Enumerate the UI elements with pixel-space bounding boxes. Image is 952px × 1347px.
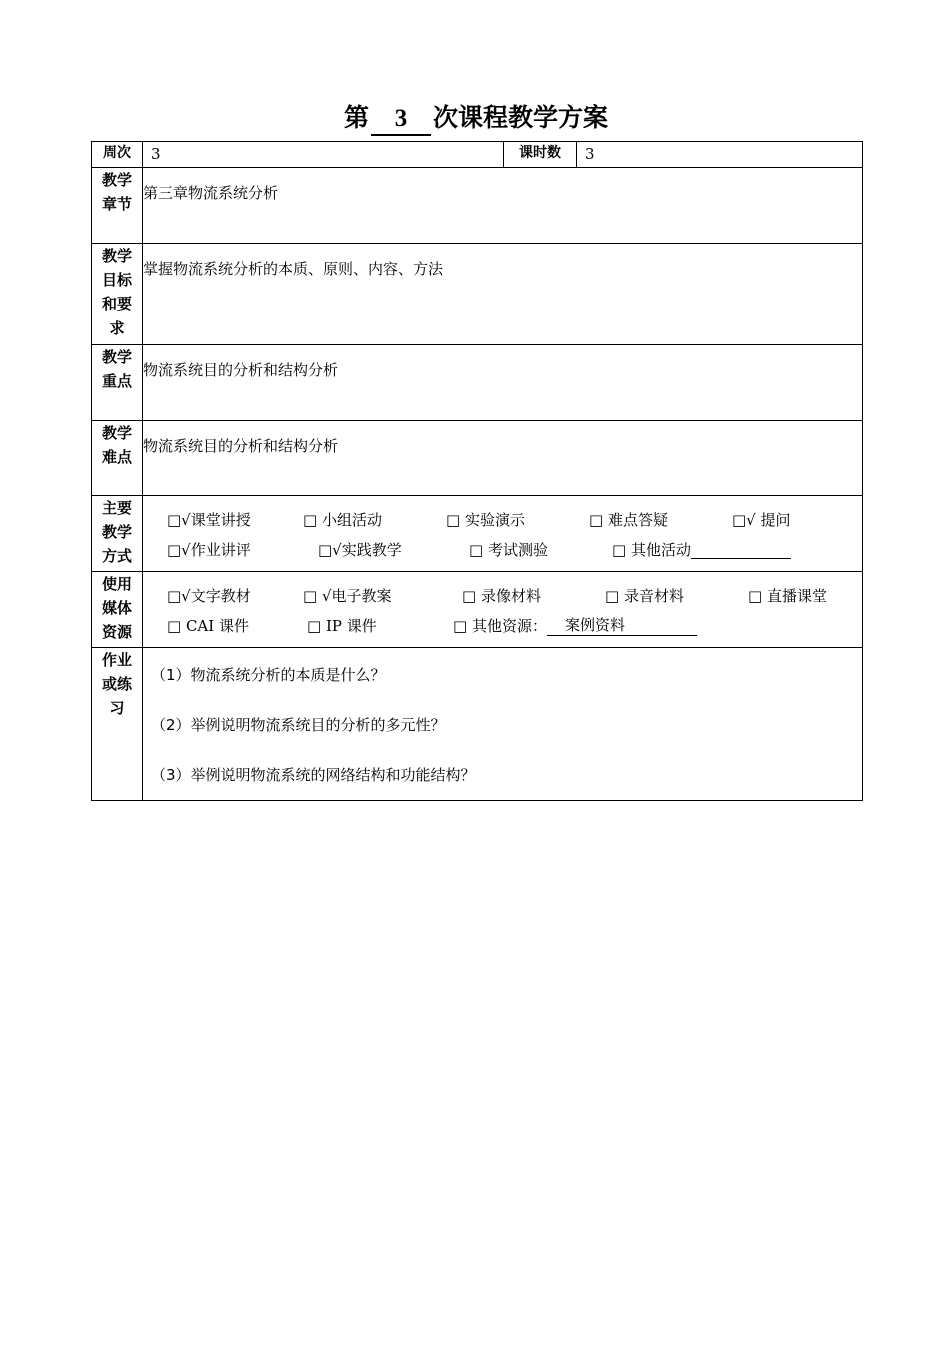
key-points-row — [92, 345, 863, 421]
key-points-label: 教学重点 — [92, 345, 143, 421]
method-homework-review-checkbox[interactable]: □√作业讲评 — [167, 540, 251, 559]
homework-label: 作业或练习 — [92, 648, 143, 801]
teaching-methods-row — [92, 496, 863, 572]
media-e-lesson-plan-checkbox[interactable]: □ √电子教案 — [303, 586, 392, 605]
media-textbook-checkbox[interactable]: □√文字教材 — [167, 586, 251, 605]
method-experiment-demo-checkbox[interactable]: □ 实验演示 — [446, 510, 525, 529]
media-video-checkbox[interactable]: □ 录像材料 — [462, 586, 541, 605]
media-ip-checkbox[interactable]: □ IP 课件 — [307, 616, 377, 635]
media-other-checkbox[interactable]: □ 其他资源： — [453, 616, 547, 635]
teaching-methods-options — [143, 496, 863, 572]
difficulties-label: 教学难点 — [92, 421, 143, 496]
key-points-value: 物流系统目的分析和结构分析 — [143, 345, 863, 421]
media-label: 使用媒体资源 — [92, 572, 143, 648]
method-questioning-checkbox[interactable]: □√ 提问 — [732, 510, 791, 529]
homework-item: （3）举例说明物流系统的网络结构和功能结构？ — [151, 766, 476, 784]
method-group-activity-checkbox[interactable]: □ 小组活动 — [303, 510, 382, 529]
difficulties-row — [92, 421, 863, 496]
week-value: 3 — [143, 142, 504, 168]
homework-list — [143, 648, 863, 801]
title-prefix: 第 — [343, 103, 369, 132]
difficulties-value: 物流系统目的分析和结构分析 — [143, 421, 863, 496]
objectives-label: 教学目标和要求 — [92, 244, 143, 345]
homework-item: （2）举例说明物流系统目的分析的多元性？ — [151, 716, 446, 734]
objectives-row — [92, 244, 863, 345]
week-row — [92, 142, 863, 168]
chapter-row — [92, 168, 863, 244]
chapter-label: 教学章节 — [92, 168, 143, 244]
title-suffix: 次课程教学方案 — [433, 103, 609, 132]
media-row — [92, 572, 863, 648]
lesson-plan-table — [91, 141, 863, 801]
media-cai-checkbox[interactable]: □ CAI 课件 — [167, 616, 249, 635]
method-qa-checkbox[interactable]: □ 难点答疑 — [589, 510, 668, 529]
homework-row — [92, 648, 863, 801]
method-practice-checkbox[interactable]: □√实践教学 — [318, 540, 402, 559]
method-lecture-checkbox[interactable]: □√课堂讲授 — [167, 510, 251, 529]
title-lesson-number: 3 — [371, 104, 431, 136]
media-live-class-checkbox[interactable]: □ 直播课堂 — [748, 586, 827, 605]
week-label: 周次 — [92, 142, 143, 168]
hours-label: 课时数 — [504, 142, 577, 168]
homework-item: （1）物流系统分析的本质是什么？ — [151, 666, 386, 684]
method-other-checkbox[interactable]: □ 其他活动 — [612, 540, 691, 559]
hours-value: 3 — [577, 142, 863, 168]
media-other-value[interactable]: 案例资料 — [547, 614, 697, 636]
method-exam-checkbox[interactable]: □ 考试测验 — [469, 540, 548, 559]
media-audio-checkbox[interactable]: □ 录音材料 — [605, 586, 684, 605]
media-options — [143, 572, 863, 648]
chapter-value: 第三章物流系统分析 — [143, 168, 863, 244]
objectives-value: 掌握物流系统分析的本质、原则、内容、方法 — [143, 244, 863, 345]
page-title — [0, 98, 952, 138]
method-other-blank[interactable] — [691, 540, 791, 559]
teaching-methods-label: 主要教学方式 — [92, 496, 143, 572]
